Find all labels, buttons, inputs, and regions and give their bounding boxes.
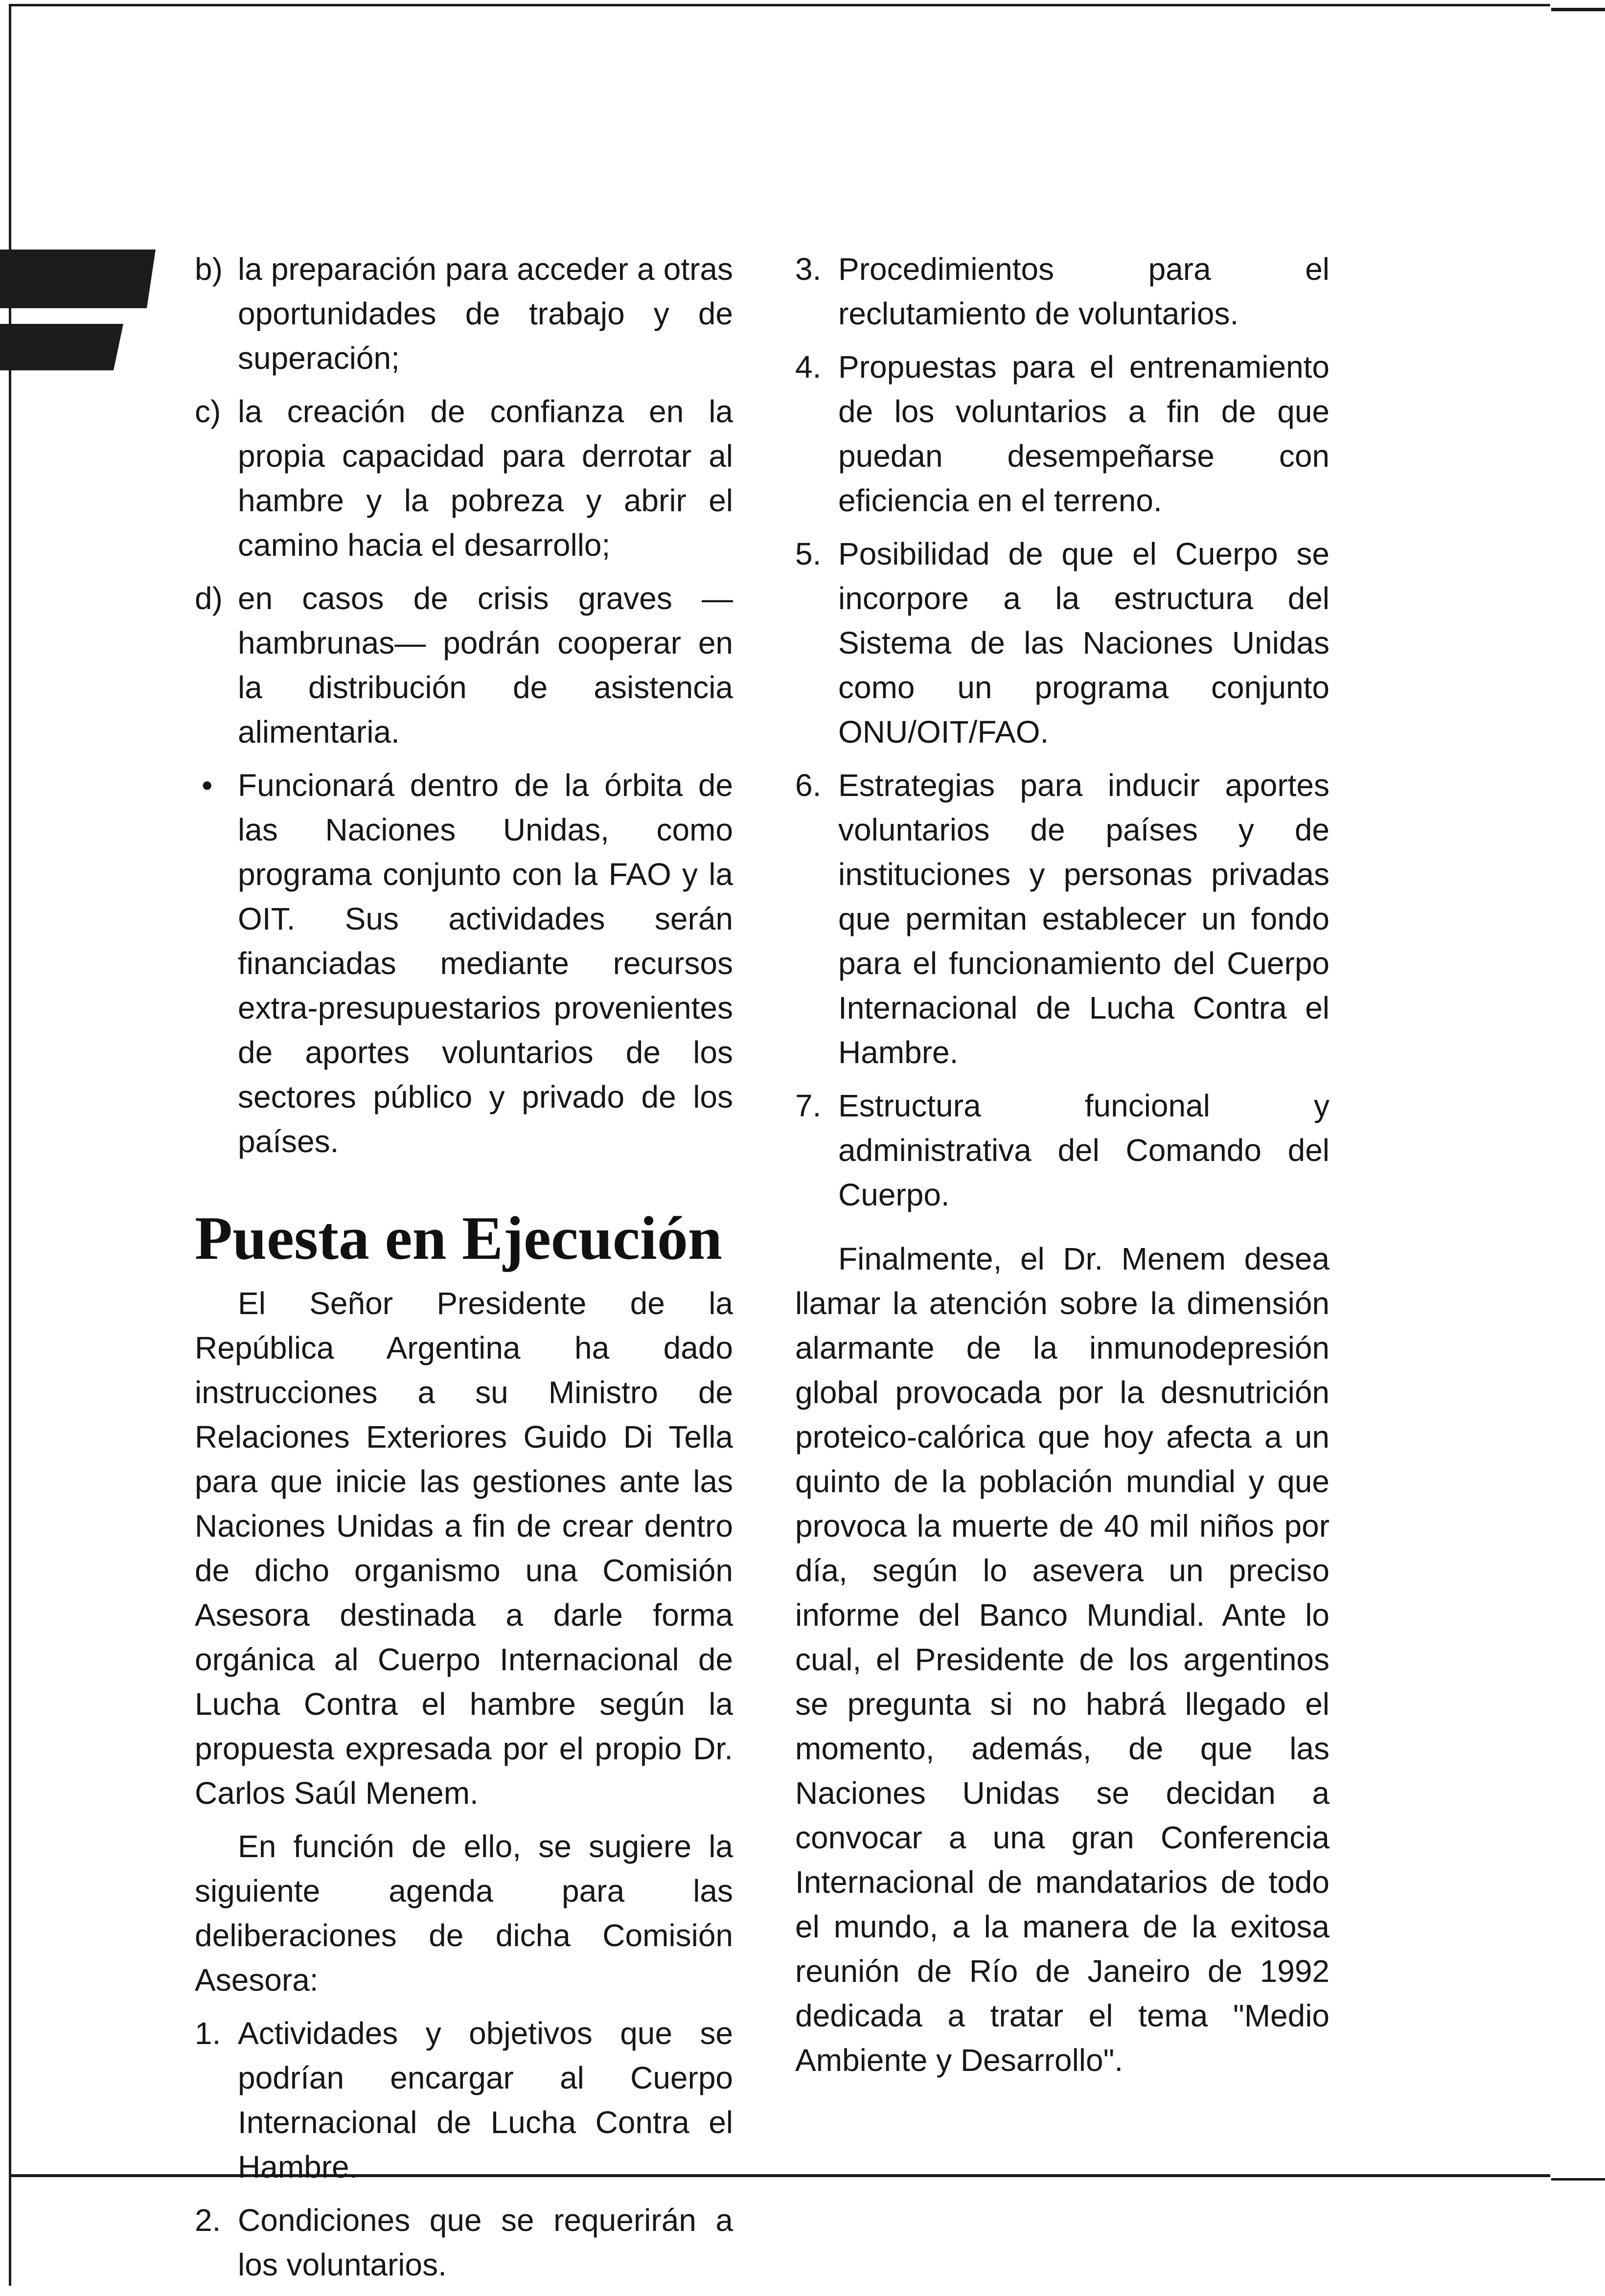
list-item <box>195 576 733 754</box>
agenda-number: 5. <box>795 536 822 571</box>
agenda-number: 6. <box>795 768 822 803</box>
agenda-item <box>195 2011 733 2189</box>
agenda-item-text: Posibilidad de que el Cuerpo se incorpore a la estructura del Sistema de las Naciones Unidas como un programa conjunto ONU/OIT/FAO. <box>838 536 1330 750</box>
agenda-number: 7. <box>795 1088 822 1123</box>
agenda-item-text: Propuestas para el entrenamiento de los voluntarios a fin de que puedan desempeñarse con eficiencia en el terreno. <box>838 349 1330 518</box>
page-top-rule-end <box>1551 8 1605 11</box>
right-column <box>795 247 1330 2091</box>
agenda-item <box>795 763 1330 1075</box>
agenda-number: 2. <box>195 2203 221 2238</box>
list-marker: d) <box>195 581 223 616</box>
page-top-rule <box>9 4 1550 6</box>
agenda-number: 3. <box>795 251 822 287</box>
agenda-number: 4. <box>795 349 822 385</box>
agenda-item-text: Condiciones que se requerirán a los voluntarios. <box>238 2203 733 2282</box>
edge-tab-marker <box>0 250 161 308</box>
left-column <box>195 247 733 2296</box>
page-bottom-rule-end <box>1551 2178 1605 2181</box>
agenda-item <box>795 247 1330 336</box>
agenda-item-text: Procedimientos para el reclutamiento de voluntarios. <box>838 251 1330 331</box>
agenda-item <box>195 2198 733 2287</box>
body-paragraph: El Señor Presidente de la República Argentina ha dado instrucciones a su Ministro de Relaciones Exteriores Guido Di Tella para que inicie las gestiones ante las Naciones Unidas a fin de crear dentro de dicho organismo una Comisión Asesora destinada a darle forma orgánica al Cuerpo Internacional de Lucha Contra el hambre según la propuesta expresada por el propio Dr. Carlos Saúl Menem. <box>195 1286 733 1811</box>
list-item-text: la creación de confianza en la propia capacidad para derrotar al hambre y la pobreza y abrir el camino hacia el desarrollo; <box>238 394 733 563</box>
bullet-icon: • <box>202 768 213 803</box>
list-item <box>195 389 733 568</box>
agenda-item <box>795 532 1330 754</box>
agenda-number: 1. <box>195 2016 221 2051</box>
agenda-item-text: Estrategias para inducir aportes voluntarios de países y de instituciones y personas privadas que permitan establecer un fondo para el funcionamiento del Cuerpo Internacional de Lucha Contra el Hambre. <box>838 768 1330 1070</box>
bullet-item <box>195 763 733 1164</box>
body-paragraph: En función de ello, se sugiere la siguiente agenda para las deliberaciones de dicha Comisión Asesora: <box>195 1829 733 1998</box>
section-heading: Puesta en Ejecución <box>195 1205 722 1273</box>
list-item <box>195 247 733 381</box>
list-marker: c) <box>195 394 221 429</box>
bullet-item-text: Funcionará dentro de la órbita de las Naciones Unidas, como programa conjunto con la FAO y la OIT. Sus actividades serán financiadas mediante recursos extra-presupuestarios provenientes de aportes voluntarios de los sectores público y privado de los países. <box>238 768 733 1159</box>
list-item-text: en casos de crisis graves —hambrunas— podrán cooperar en la distribución de asistencia alimentaria. <box>238 581 733 750</box>
list-item-text: la preparación para acceder a otras oportunidades de trabajo y de superación; <box>238 251 733 376</box>
list-marker: b) <box>195 251 223 287</box>
agenda-item <box>795 345 1330 523</box>
edge-tab-marker <box>0 324 127 370</box>
closing-paragraph: Finalmente, el Dr. Menem desea llamar la atención sobre la dimensión alarmante de la inmunodepresión global provocada por la desnutrición proteico-calórica que hoy afecta a un quinto de la población mundial y que provoca la muerte de 40 mil niños por día, según lo asevera un preciso informe del Banco Mundial. Ante lo cual, el Presidente de los argentinos se pregunta si no habrá llegado el momento, además, de que las Naciones Unidas se decidan a convocar a una gran Conferencia Internacional de mandatarios de todo el mundo, a la manera de la exitosa reunión de Río de Janeiro de 1992 dedicada a tratar el tema "Medio Ambiente y Desarrollo". <box>795 1241 1330 2078</box>
agenda-item-text: Estructura funcional y administrativa del Comando del Cuerpo. <box>838 1088 1330 1212</box>
agenda-item <box>795 1084 1330 1217</box>
agenda-item-text: Actividades y objetivos que se podrían encargar al Cuerpo Internacional de Lucha Contra el Hambre. <box>238 2016 733 2184</box>
